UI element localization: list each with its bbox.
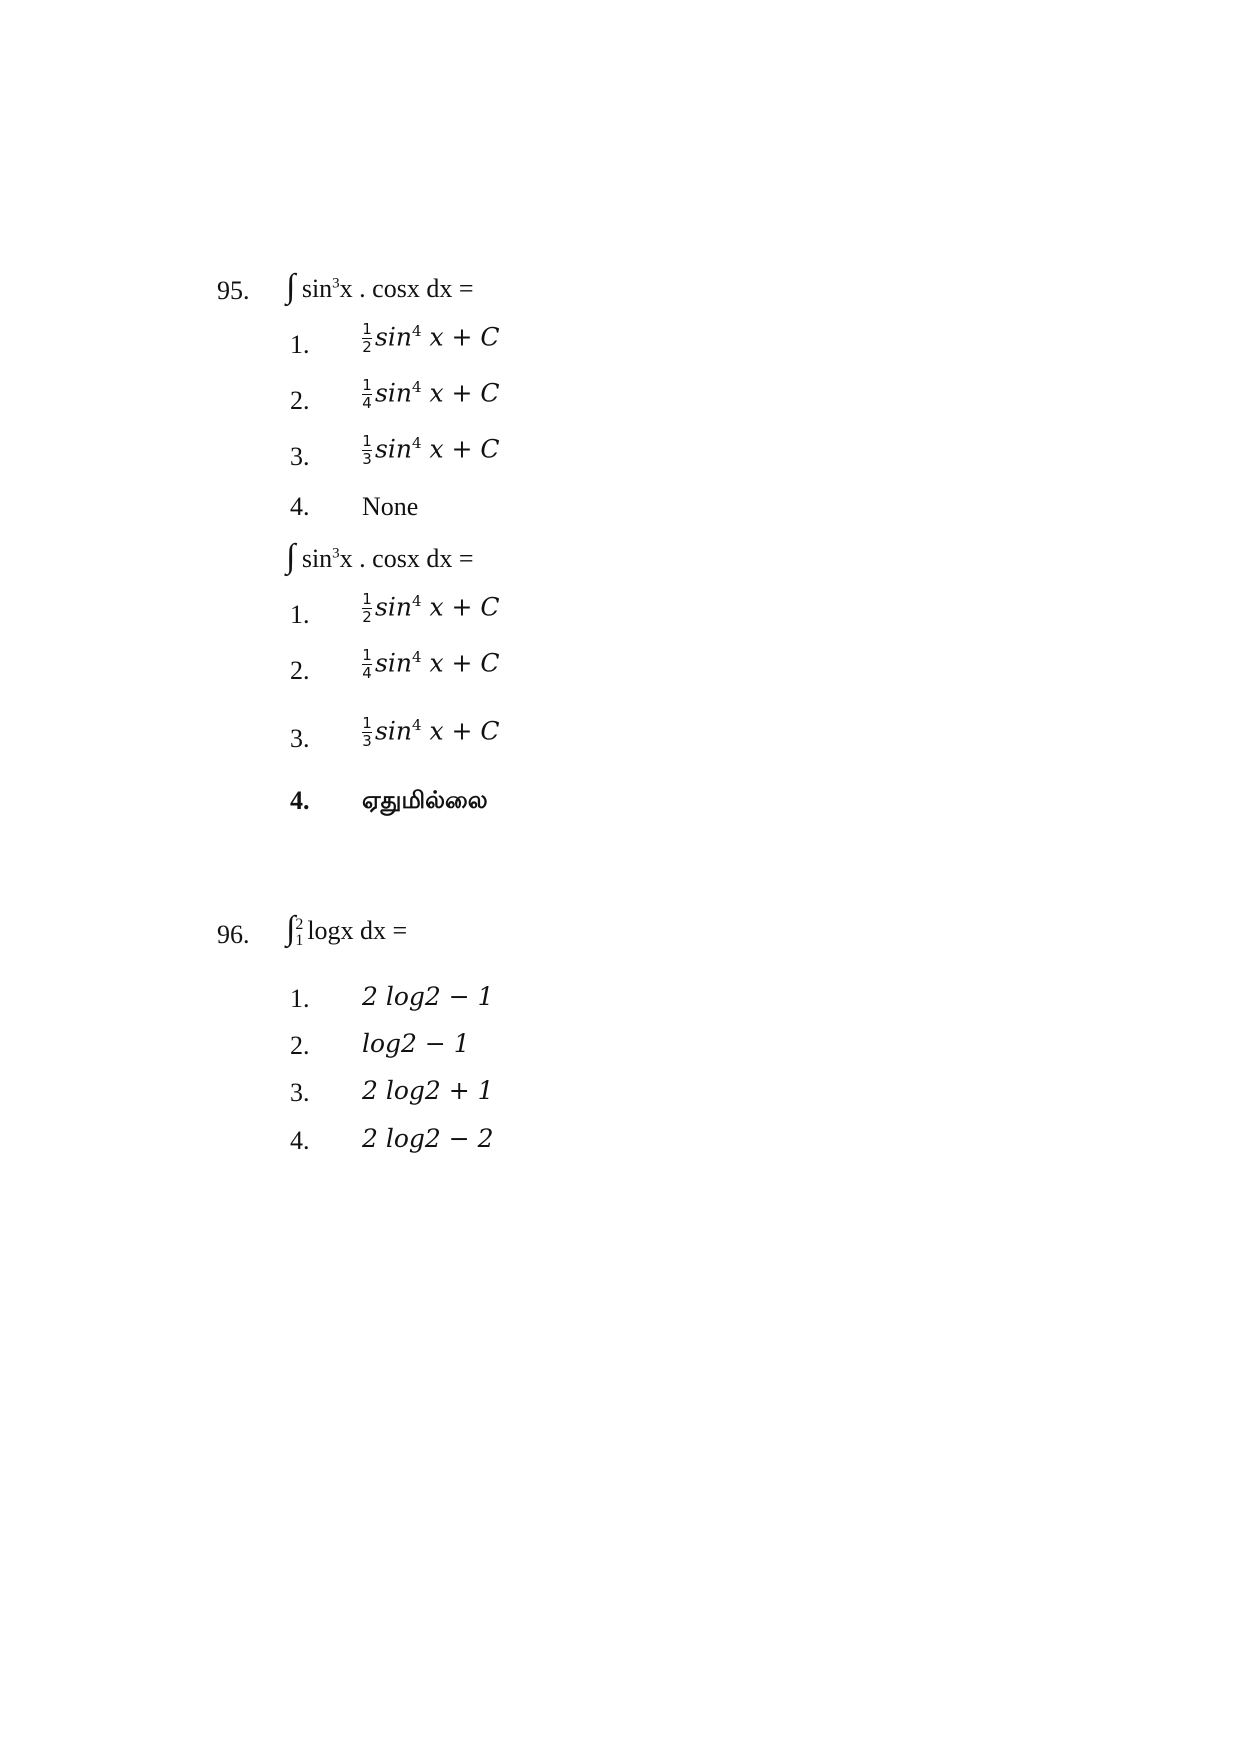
expr-power: 4	[411, 648, 422, 666]
frac-denominator: 4	[362, 394, 372, 413]
option-expression: 2 log2 − 1	[362, 982, 494, 1011]
frac-numerator: 1	[362, 376, 372, 395]
upper-limit: 2	[295, 916, 304, 934]
expr-power: 4	[411, 378, 422, 396]
frac-denominator: 3	[362, 450, 372, 469]
stem-power: 3	[332, 275, 340, 292]
option-number: 2.	[290, 656, 310, 685]
option-number: 1.	[290, 600, 310, 629]
stem-rest: x . cosx dx =	[339, 274, 474, 303]
stem-func: sin	[301, 544, 333, 573]
integral-sign-icon: ∫	[286, 910, 296, 947]
option-number: 3.	[290, 724, 310, 753]
expr-tail: x + C	[429, 648, 500, 678]
question-stem-tamil	[286, 538, 474, 576]
expr-func: sin	[375, 592, 412, 622]
option-expression	[362, 648, 500, 681]
option-number: 4.	[290, 786, 310, 815]
option-expression	[362, 716, 500, 749]
expr-tail: x + C	[429, 434, 500, 464]
option-number: 4.	[290, 492, 310, 521]
option-number: 2.	[290, 386, 310, 415]
frac-denominator: 3	[362, 732, 372, 751]
frac-numerator: 1	[362, 432, 372, 451]
option-number: 2.	[290, 1031, 310, 1060]
question-number: 95.	[217, 276, 250, 305]
integral-sign-icon: ∫	[286, 538, 296, 575]
frac-denominator: 2	[362, 608, 372, 627]
expr-power: 4	[411, 434, 422, 452]
frac-numerator: 1	[362, 320, 372, 339]
option-number: 1.	[290, 330, 310, 359]
option-expression	[362, 434, 500, 467]
expr-power: 4	[411, 592, 422, 610]
option-number: 3.	[290, 442, 310, 471]
expr-func: sin	[375, 434, 412, 464]
option-expression	[362, 322, 500, 355]
frac-denominator: 4	[362, 664, 372, 683]
option-number: 4.	[290, 1126, 310, 1155]
expr-tail: x + C	[429, 322, 500, 352]
option-expression: 2 log2 − 2	[362, 1124, 494, 1153]
expr-func: sin	[375, 648, 412, 678]
integral-sign-icon: ∫	[286, 268, 296, 305]
lower-limit: 1	[295, 932, 304, 950]
stem-rest: x . cosx dx =	[339, 544, 474, 573]
question-stem	[286, 910, 407, 949]
stem-rest: logx dx =	[307, 916, 408, 945]
frac-numerator: 1	[362, 646, 372, 665]
option-expression	[362, 378, 500, 411]
question-stem	[286, 268, 474, 306]
option-number: 3.	[290, 1078, 310, 1107]
expr-tail: x + C	[429, 716, 500, 746]
expr-power: 4	[411, 716, 422, 734]
option-expression: 2 log2 + 1	[362, 1076, 494, 1105]
expr-func: sin	[375, 378, 412, 408]
stem-func: sin	[301, 274, 333, 303]
option-expression	[362, 592, 500, 625]
expr-tail: x + C	[429, 378, 500, 408]
stem-power: 3	[332, 545, 340, 562]
option-text: None	[362, 492, 419, 521]
expr-power: 4	[411, 322, 422, 340]
expr-func: sin	[375, 322, 412, 352]
expr-func: sin	[375, 716, 412, 746]
option-expression: log2 − 1	[362, 1029, 470, 1058]
frac-denominator: 2	[362, 338, 372, 357]
question-number: 96.	[217, 920, 250, 949]
option-number: 1.	[290, 984, 310, 1013]
option-text: ஏதுமில்லை	[362, 786, 488, 814]
expr-tail: x + C	[429, 592, 500, 622]
frac-numerator: 1	[362, 714, 372, 733]
frac-numerator: 1	[362, 590, 372, 609]
